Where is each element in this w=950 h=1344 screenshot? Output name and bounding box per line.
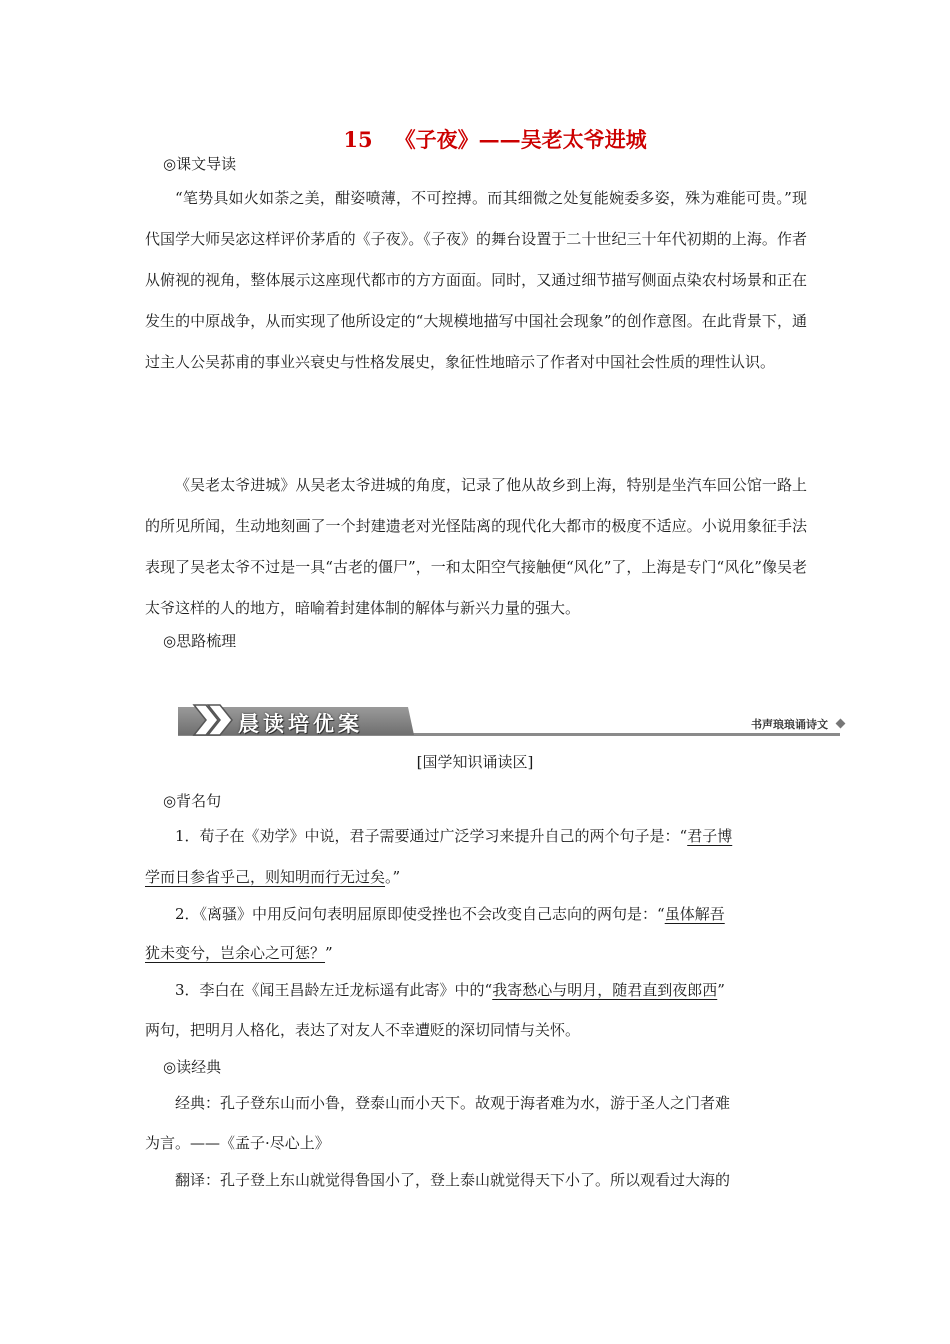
section-banner — [178, 703, 850, 739]
recite-heading: ◎背名句 — [163, 792, 222, 810]
intro-paragraph-2: 《吴老太爷进城》从吴老太爷进城的角度，记录了他从故乡到上海，特别是坐汽车回公馆一路上的所见所闻，生动地刻画了一个封建遗老对光怪陆离的现代化大都市的极度不适应。小说用象征手法表现了吴老太爷不过是一具“古老的僵尸”，一和太阳空气接触便“风化”了，上海是专门“风化”像吴老太爷这样的人的地方，暗喻着封建体制的解体与新兴力量的强大。 — [145, 476, 807, 617]
answer-blank: 虽体解吾 — [664, 905, 725, 923]
recite-item-2-line2: 犹未变兮，岂余心之可惩？” — [145, 944, 333, 962]
answer-blank: 君子博 — [687, 827, 733, 845]
answer-blank: 犹未变兮，岂余心之可惩？ — [145, 944, 326, 962]
chevron-right-icon — [192, 703, 236, 737]
lesson-number: 15 — [343, 127, 373, 152]
answer-blank: 学而日参省乎己，则知明而行无过矣 — [145, 868, 386, 886]
intro-paragraph-1: “笔势具如火如荼之美，酣姿喷薄，不可控搏。而其细微之处复能婉委多姿，殊为难能可贵。”现代国学大师吴宓这样评价茅盾的《子夜》。《子夜》的舞台设置于二十世纪三十年代初期的上海。作者从俯视的视角，整体展示这座现代都市的方方面面。同时，又通过细节描写侧面点染农村场景和正在发生的中原战争，从而实现了他所设定的“大规模地描写中国社会现象”的创作意图。在此背景下，通过主人公吴荪甫的事业兴衰史与性格发展史，象征性地暗示了作者对中国社会性质的理性认识。 — [145, 189, 807, 371]
recite-item-3-line2: 两句，把明月人格化，表达了对友人不幸遭贬的深切同情与关怀。 — [145, 1021, 581, 1039]
translation-line1: 翻译：孔子登上东山就觉得鲁国小了，登上泰山就觉得天下小了。所以观看过大海的 — [175, 1171, 731, 1189]
banner-subtitle: 书声琅琅诵诗文 — [751, 718, 828, 731]
recite-item-1-line1: 1．荀子在《劝学》中说，君子需要通过广泛学习来提升自己的两个句子是：“君子博 — [175, 827, 733, 845]
lesson-title-text: 《子夜》——吴老太爷进城 — [394, 127, 647, 152]
recite-item-1-line2: 学而日参省乎己，则知明而行无过矣。” — [145, 868, 401, 886]
recite-item-2-line1: 2．《离骚》中用反问句表明屈原即使受挫也不会改变自己志向的两句是：“虽体解吾 — [175, 905, 725, 923]
intro-heading: ◎课文导读 — [163, 155, 237, 173]
classic-text-line2: 为言。——《孟子·尽心上》 — [145, 1134, 330, 1152]
answer-blank: 我寄愁心与明月，随君直到夜郎西 — [492, 981, 718, 999]
reading-area-label: [国学知识诵读区] — [416, 753, 534, 771]
banner-title: 晨读培优案 — [238, 712, 363, 736]
recite-item-3-line1: 3．李白在《闻王昌龄左迁龙标遥有此寄》中的“我寄愁心与明月，随君直到夜郎西” — [175, 981, 725, 999]
classic-text-line1: 经典：孔子登东山而小鲁，登泰山而小天下。故观于海者难为水，游于圣人之门者难 — [175, 1094, 731, 1112]
lesson-title — [0, 124, 950, 154]
thinking-heading: ◎思路梳理 — [163, 632, 237, 650]
classic-heading: ◎读经典 — [163, 1058, 222, 1076]
diamond-icon — [836, 719, 846, 729]
